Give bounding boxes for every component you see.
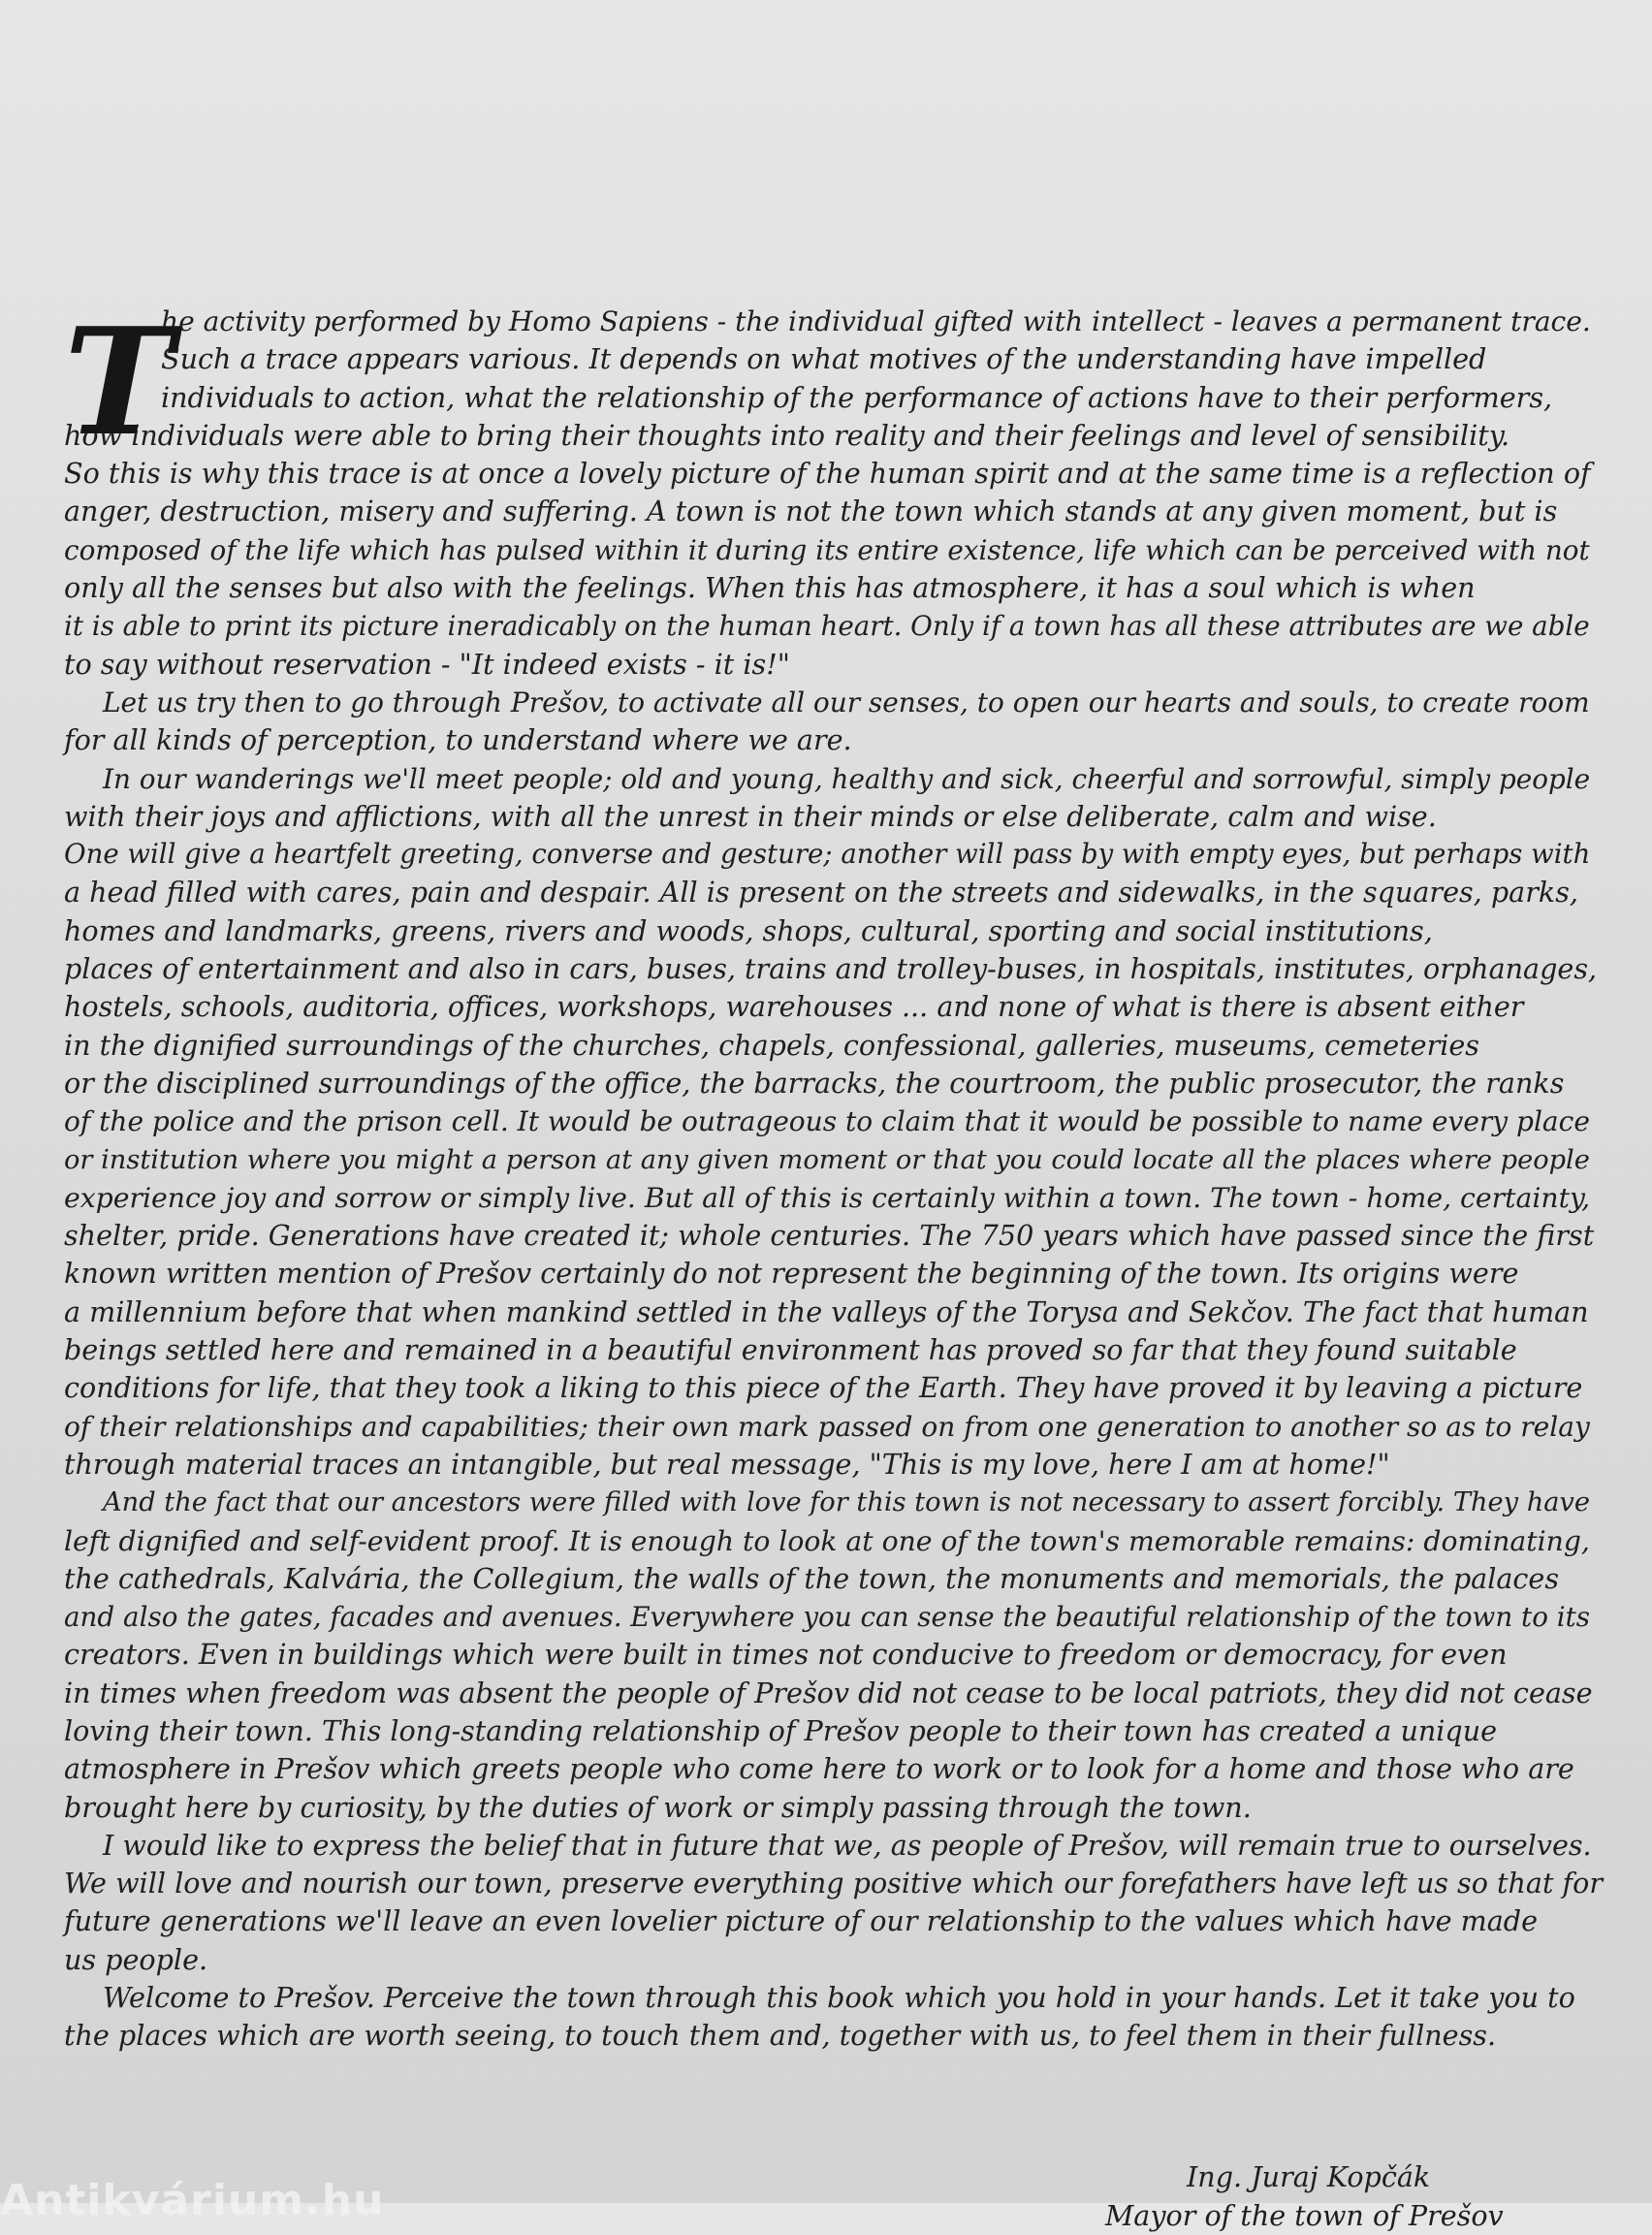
signatory-name: Ing. Juraj Kopčák [1187,2160,1431,2193]
text-line: of the police and the prison cell. It would be outrageous to claim that it would be possible to name every place [64,1105,1590,1138]
text-line: shelter, pride. Generations have created it; whole centuries. The 750 years which have passed since the first [64,1219,1595,1253]
text-line: how individuals were able to bring their thoughts into reality and their feelings and level of sensibility. [64,418,1510,452]
text-line: the places which are worth seeing, to touch them and, together with us, to feel them in their fullness. [64,2019,1497,2053]
drop-cap-letter: T [64,295,175,468]
text-line: One will give a heartfelt greeting, converse and gesture; another will pass by with empty eyes, but perhaps with [64,839,1591,871]
text-line: of their relationships and capabilities; their own mark passed on from one generation to another so as to relay [64,1410,1590,1443]
text-line: Let us try then to go through Prešov, to activate all our senses, to open our hearts and souls, to create room [103,686,1590,718]
text-line: to say without reservation - "It indeed exists - it is!" [64,647,790,681]
text-line: conditions for life, that they took a liking to this piece of the Earth. They have proved it by leaving a picture [64,1371,1583,1405]
text-line: with their joys and afflictions, with all the unrest in their minds or else deliberate, calm and wise. [64,799,1437,833]
paragraph-5 [64,1827,1605,1979]
text-line: homes and landmarks, greens, rivers and woods, shops, cultural, sporting and social institutions, [64,913,1433,947]
text-line: hostels, schools, auditoria, offices, workshops, warehouses ... and none of what is there is absent either [64,990,1524,1024]
text-line: And the fact that our ancestors were filled with love for this town is not necessary to assert forcibly. They have [103,1487,1590,1518]
text-line: the cathedrals, Kalvária, the Collegium, the walls of the town, the monuments and memorials, the palaces [64,1561,1559,1595]
text-line: in the dignified surroundings of the churches, chapels, confessional, galleries, museums, cemeteries [64,1028,1479,1062]
paragraph-2 [64,684,1605,760]
text-line: brought here by curiosity, by the duties of work or simply passing through the town. [64,1790,1252,1824]
text-line: places of entertainment and also in cars, buses, trains and trolley-buses, in hospitals, institutes, orphanages, [64,952,1598,986]
text-line: or the disciplined surroundings of the office, the barracks, the courtroom, the public prosecutor, the ranks [64,1066,1565,1100]
text-line: it is able to print its picture ineradicably on the human heart. Only if a town has all these attributes are we able [64,610,1590,643]
text-line: experience joy and sorrow or simply live. But all of this is certainly within a town. The town - home, certainty, [64,1181,1591,1214]
text-line: in times when freedom was absent the people of Prešov did not cease to be local patriots, they did not cease [64,1676,1593,1709]
paragraph-6 [64,1979,1605,2056]
text-line: a head filled with cares, pain and despair. All is present on the streets and sidewalks, in the squares, parks, [64,876,1578,910]
text-line: Such a trace appears various. It depends on what motives of the understanding have impelled [161,342,1487,376]
text-line: only all the senses but also with the feelings. When this has atmosphere, it has a soul which is when [64,571,1476,605]
letter-body [64,295,1605,2056]
text-line: creators. Even in buildings which were built in times not conducive to freedom or democracy, for even [64,1638,1508,1672]
text-line: and also the gates, facades and avenues. Everywhere you can sense the beautiful relationship of the town to its [64,1601,1591,1634]
text-line: for all kinds of perception, to understand where we are. [64,723,852,757]
text-line: We will love and nourish our town, preserve everything positive which our forefathers have left us so that for [64,1867,1604,1900]
text-line: So this is why this trace is at once a lovely picture of the human spirit and at the same time is a reflection of [64,457,1591,491]
signatory-title: Mayor of the town of Prešov [1105,2199,1504,2232]
text-line: beings settled here and remained in a beautiful environment has proved so far that they found suitable [64,1333,1517,1367]
text-line: us people. [64,1942,208,1976]
text-line: composed of the life which has pulsed within it during its entire existence, life which can be perceived with not [64,533,1590,566]
text-line: atmosphere in Prešov which greets people who come here to work or to look for a home and those who are [64,1752,1574,1786]
text-line: In our wanderings we'll meet people; old and young, healthy and sick, cheerful and sorrowful, simply people [103,762,1591,795]
paragraph-1 [64,295,1605,684]
text-line: through material traces an intangible, but real message, "This is my love, here I am at home!" [64,1447,1390,1481]
text-line: left dignified and self-evident proof. It is enough to look at one of the town's memorable remains: dominating, [64,1524,1590,1557]
text-line: anger, destruction, misery and suffering. A town is not the town which stands at any given moment, but is [64,495,1558,528]
text-line: I would like to express the belief that in future that we, as people of Prešov, will remain true to ourselves. [103,1828,1592,1862]
paragraph-3 [64,760,1605,1485]
text-line: Welcome to Prešov. Perceive the town through this book which you hold in your hands. Let it take you to [103,1981,1575,2015]
text-line: individuals to action, what the relationship of the performance of actions have to their performers, [161,380,1553,414]
watermark-text: Antikvárium.hu [0,2176,385,2225]
text-line: a millennium before that when mankind settled in the valleys of the Torysa and Sekčov. The fact that human [64,1294,1589,1328]
text-line: future generations we'll leave an even lovelier picture of our relationship to the values which have made [64,1904,1538,1938]
text-line: he activity performed by Homo Sapiens - the individual gifted with intellect - leaves a permanent trace. [161,305,1591,337]
text-line: or institution where you might a person at any given moment or that you could locate all the places where people [64,1144,1590,1175]
paragraph-4 [64,1484,1605,1827]
text-line: loving their town. This long-standing relationship of Prešov people to their town has created a unique [64,1713,1498,1747]
text-line: known written mention of Prešov certainly do not represent the beginning of the town. Its origins were [64,1257,1519,1291]
